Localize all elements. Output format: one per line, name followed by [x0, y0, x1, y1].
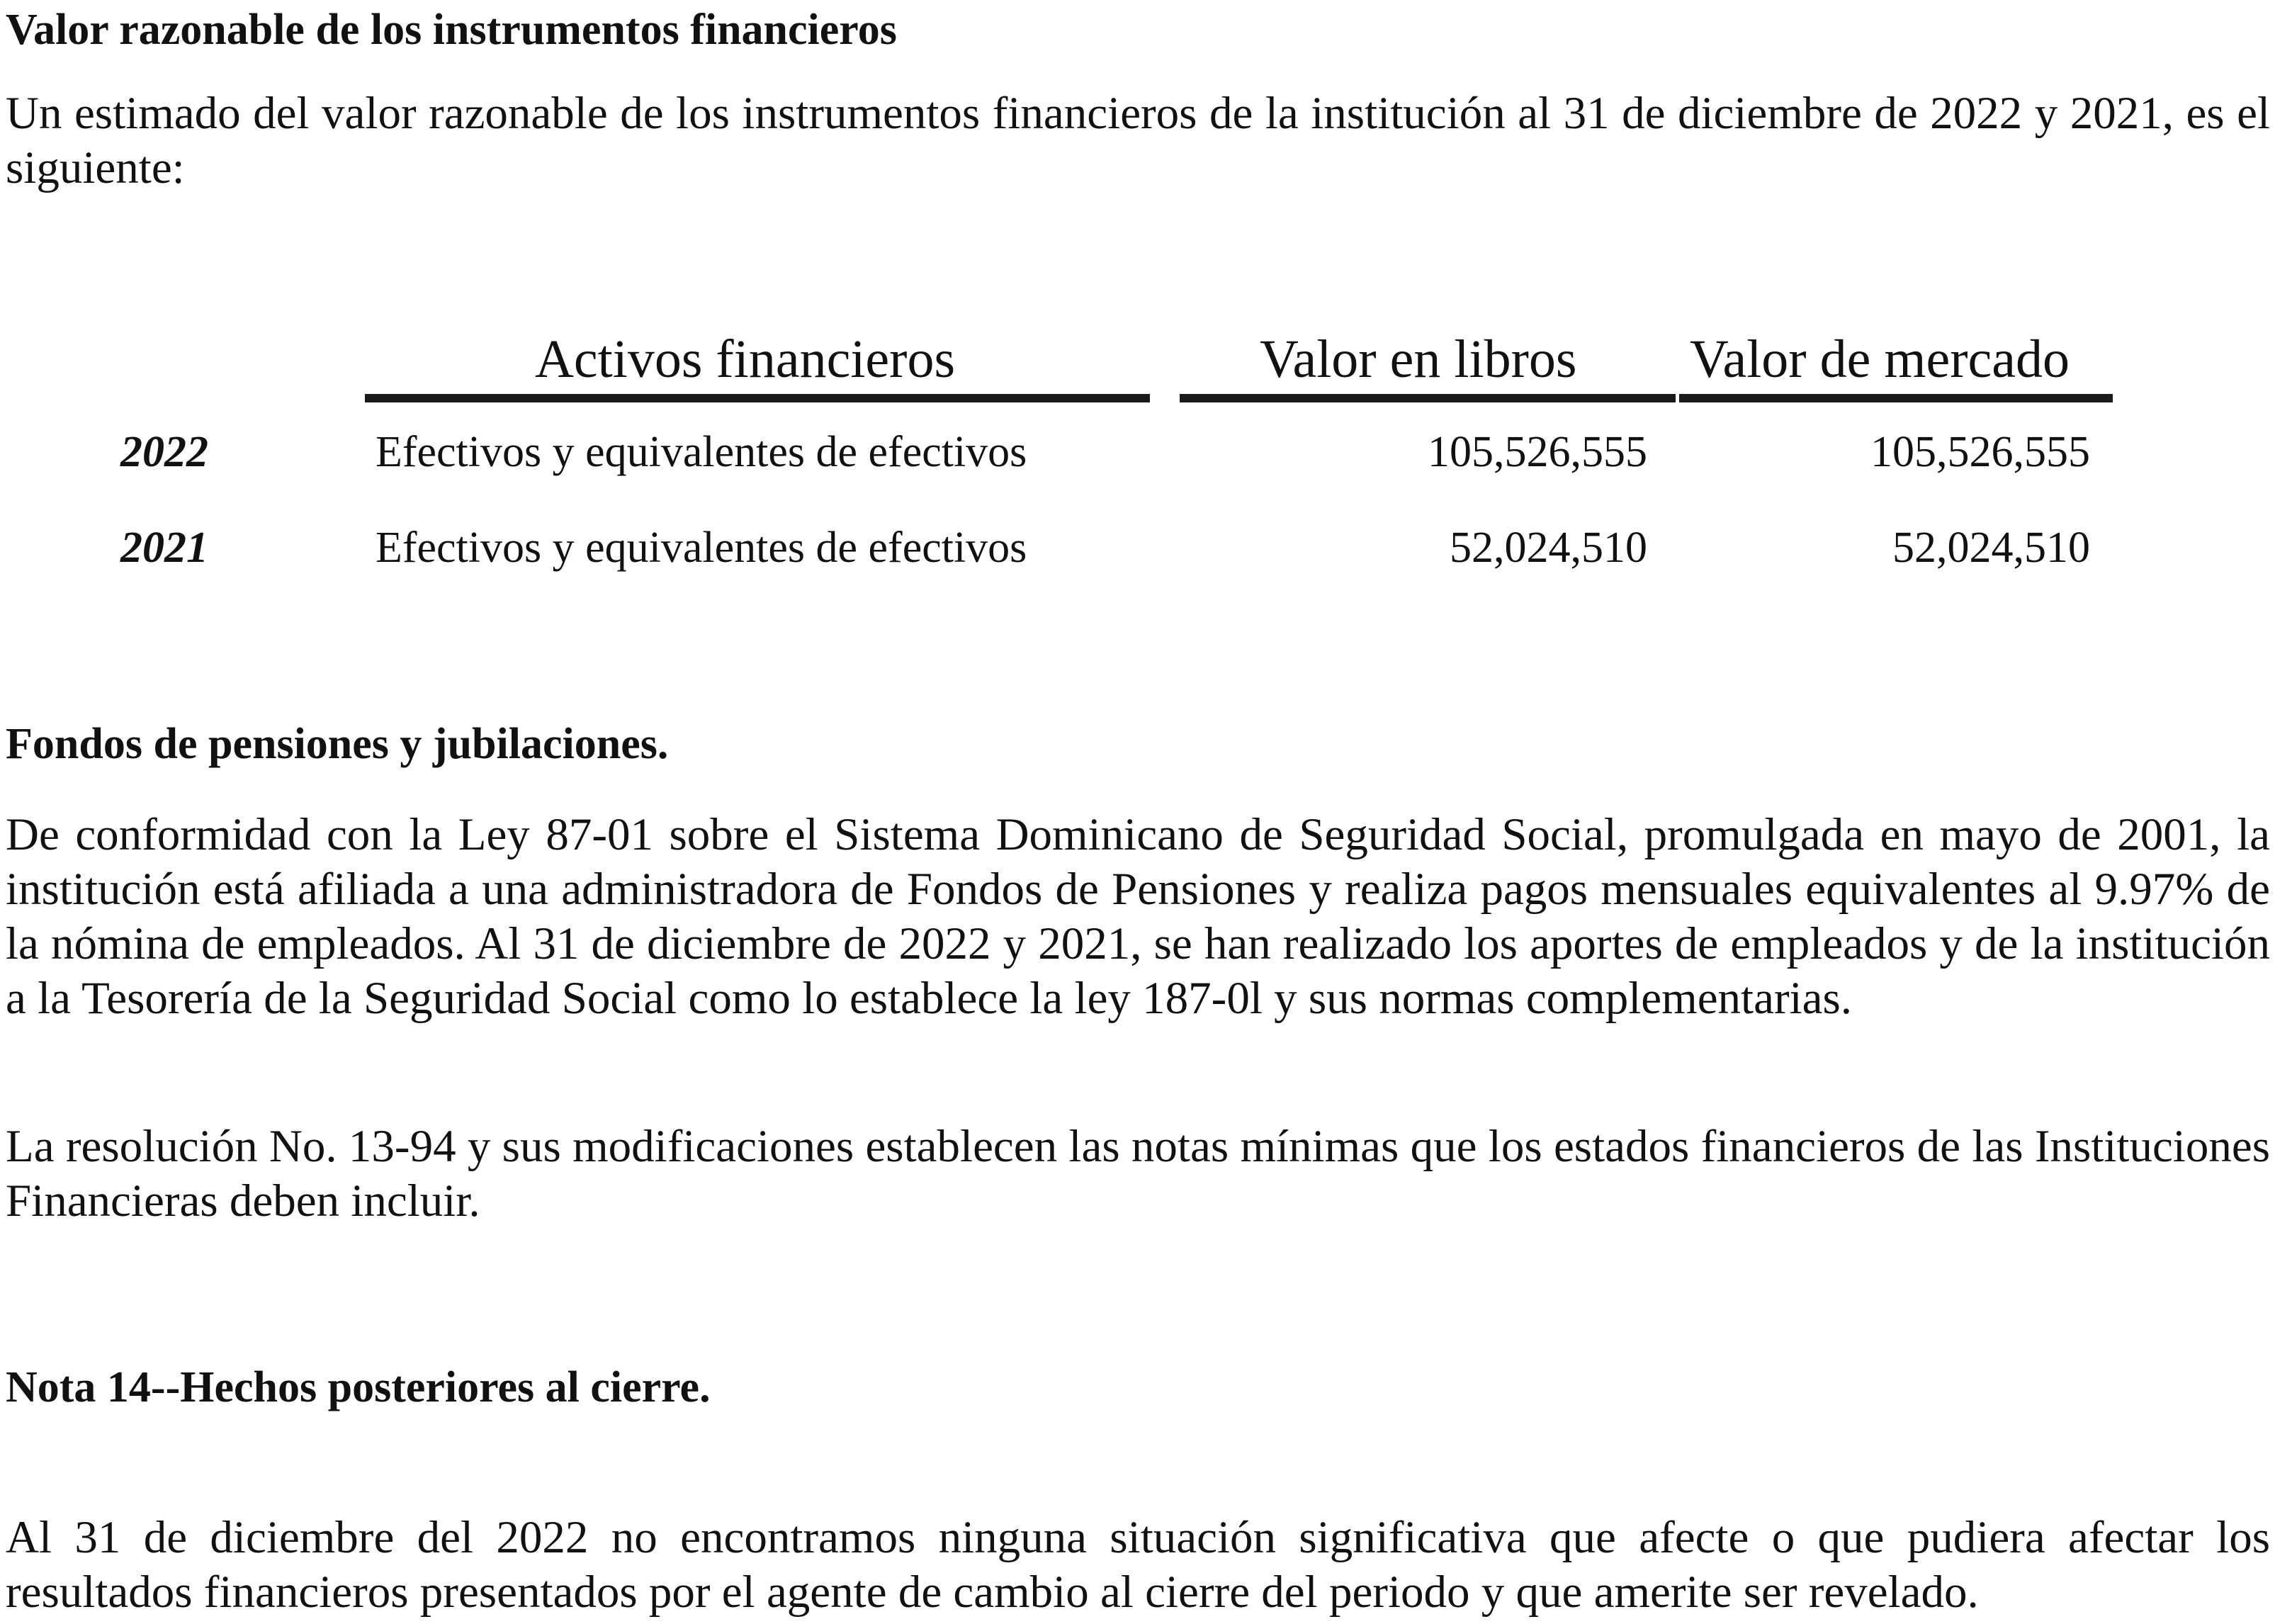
table-row-description-2021: Efectivos y equivalentes de efectivos [376, 524, 1027, 572]
column-header-book-value: Valor en libros [1260, 329, 1577, 389]
pensiones-paragraph-2: La resolución No. 13-94 y sus modificaciones establecen las notas mínimas que los estados financieros de las Instituciones Financieras deben incluir. [6, 1121, 2270, 1227]
table-row-description-2022: Efectivos y equivalentes de efectivos [376, 428, 1027, 476]
table-row-year-2022: 2022 [120, 428, 208, 476]
section-nota-14 [6, 1359, 2270, 1416]
pensiones-paragraph-1: De conformidad con la Ley 87-01 sobre el Sistema Dominicano de Seguridad Social, promulgada en mayo de 2001, la institución está afiliada a una administradora de Fondos de Pensiones y realiza pagos mensuales equivalentes al 9.97% de la nómina de empleados. Al 31 de diciembre de 2022 y 2021, se han realizado los aportes de empleados y de la institución a la Tesorería de la Seguridad Social como lo establece la ley 187-0l y sus normas complementarias. [6, 809, 2270, 1024]
section-heading-fondos-pensiones: Fondos de pensiones y jubilaciones. [6, 720, 669, 768]
column-header-market-value: Valor de mercado [1690, 329, 2070, 389]
section-fondos-pensiones [6, 716, 2270, 772]
pensiones-paragraph-2-block [6, 1120, 2270, 1229]
header-rule-assets [365, 394, 1150, 402]
table-row-market-value-2022: 105,526,555 [1870, 428, 2090, 476]
table-row-book-value-2022: 105,526,555 [1428, 428, 1647, 476]
intro-paragraph-block [6, 86, 2270, 196]
nota-14-paragraph: Al 31 de diciembre del 2022 no encontramos ninguna situación significativa que afecte o que pudiera afectar los resultados financieros presentados por el agente de cambio al cierre del periodo y que amerite ser revelado. [6, 1512, 2270, 1618]
table-row-market-value-2021: 52,024,510 [1892, 524, 2090, 572]
section-valor-razonable [6, 1, 2270, 58]
header-rule-book-value [1180, 394, 1676, 402]
table-row-book-value-2021: 52,024,510 [1450, 524, 1647, 572]
section-heading-valor-razonable: Valor razonable de los instrumentos financieros [6, 6, 897, 54]
pensiones-paragraph-1-block [6, 808, 2270, 1026]
header-rule-market-value [1679, 394, 2113, 402]
section-heading-nota-14: Nota 14--Hechos posteriores al cierre. [6, 1363, 711, 1411]
table-row-year-2021: 2021 [120, 524, 208, 572]
column-header-assets: Activos financieros [535, 329, 956, 389]
nota-14-paragraph-block [6, 1511, 2270, 1620]
intro-paragraph: Un estimado del valor razonable de los instrumentos financieros de la institución al 31 de diciembre de 2022 y 2021, es el siguiente: [6, 88, 2270, 193]
